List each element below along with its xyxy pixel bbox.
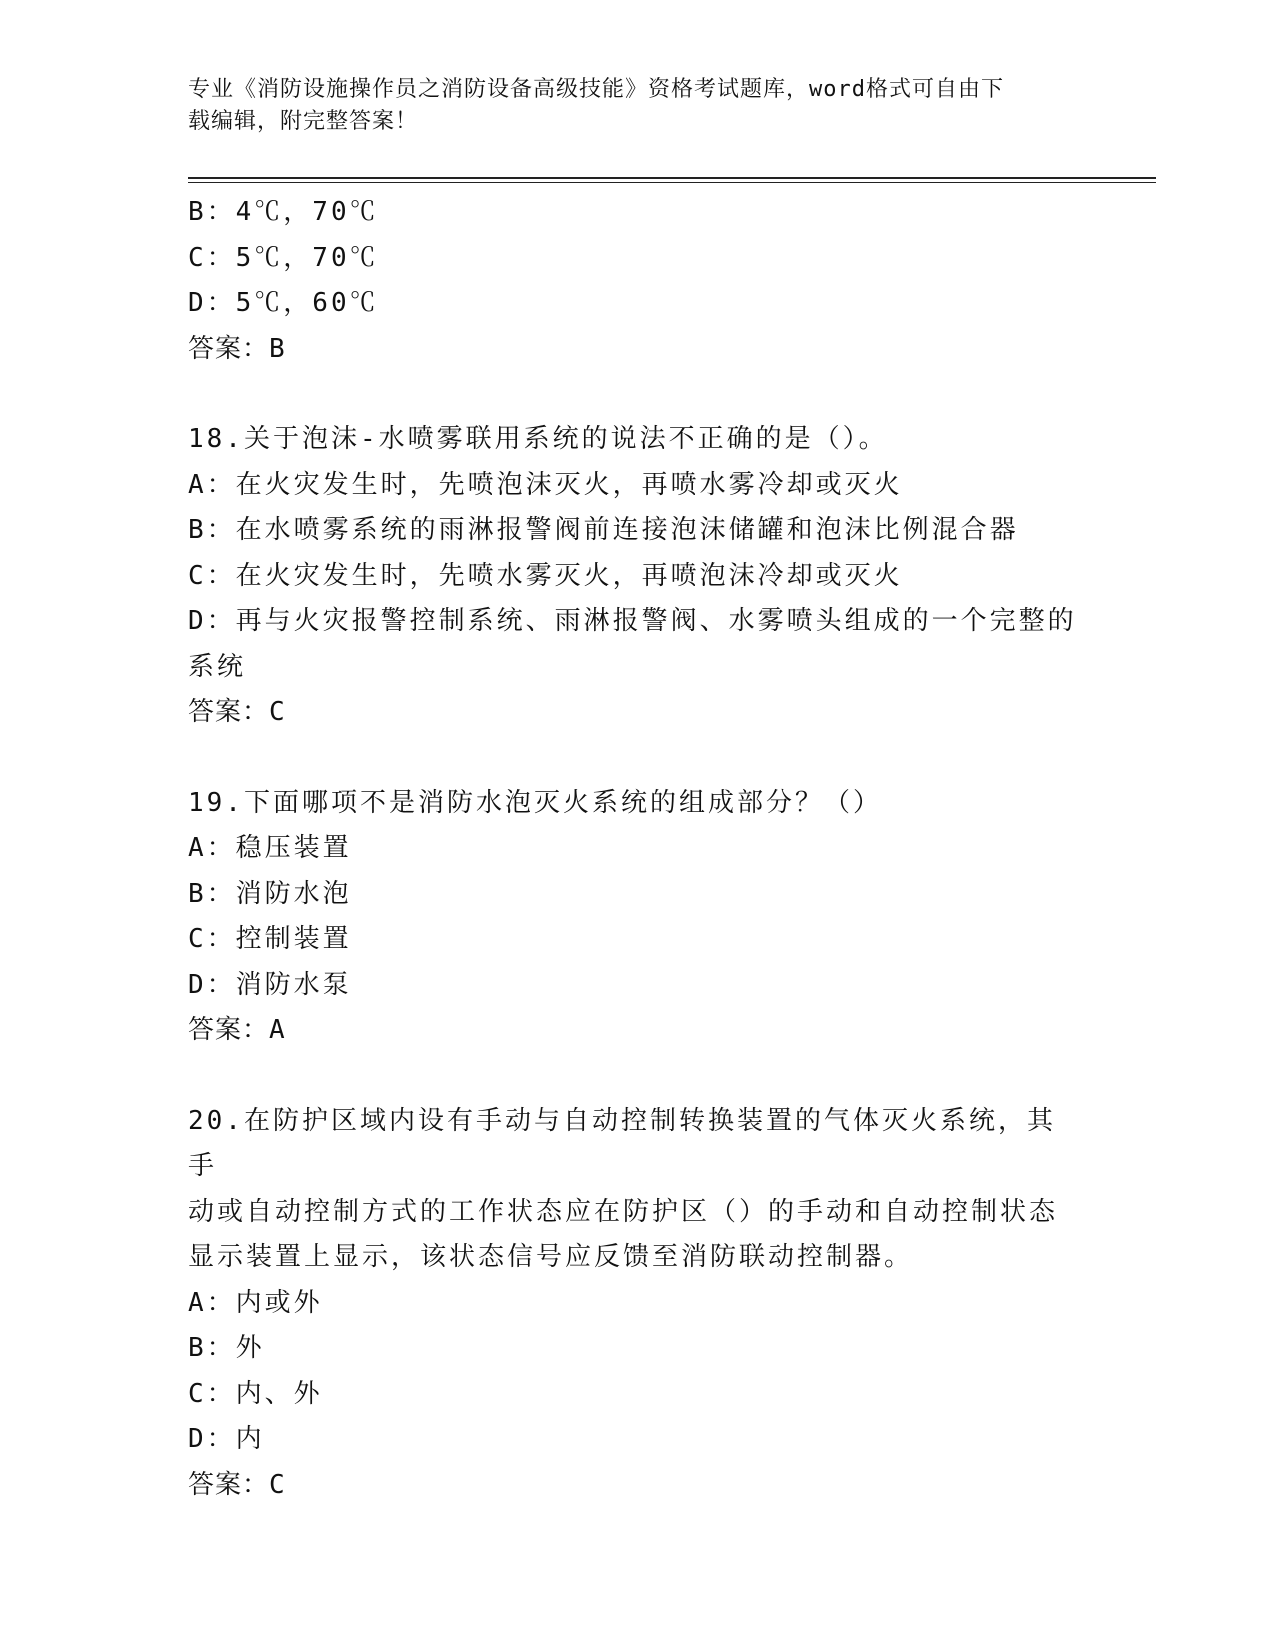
option-d: D：消防水泵 — [188, 969, 352, 1000]
question-block-17 — [188, 190, 1078, 372]
option-c: C：5℃，70℃ — [188, 242, 379, 273]
option-d-continued: 系统 — [188, 651, 247, 682]
option-a: A：稳压装置 — [188, 833, 352, 863]
option-c: C：控制装置 — [188, 924, 352, 954]
option-c: C：在火灾发生时，先喷水雾灭火，再喷泡沫冷却或灭火 — [188, 560, 903, 591]
question-list — [188, 190, 1078, 1508]
option-d: D：再与火灾报警控制系统、雨淋报警阀、水雾喷头组成的一个完整的 — [188, 606, 1077, 636]
header-divider-thick — [188, 177, 1156, 179]
header-line-1: 专业《消防设施操作员之消防设备高级技能》资格考试题库，word格式可自由下 — [188, 77, 1004, 102]
document-header — [188, 74, 1068, 138]
option-d: D：内 — [188, 1424, 265, 1454]
question-stem: 19.下面哪项不是消防水泡灭火系统的组成部分？（） — [188, 787, 882, 818]
question-stem-continued: 动或自动控制方式的工作状态应在防护区（）的手动和自动控制状态 — [188, 1196, 1059, 1227]
question-block-18 — [188, 417, 1078, 736]
question-block-19 — [188, 781, 1078, 1054]
header-divider-thin — [188, 182, 1156, 183]
question-stem-continued: 显示装置上显示，该状态信号应反馈至消防联动控制器。 — [188, 1242, 914, 1272]
answer-line: 答案：C — [188, 1469, 286, 1500]
question-stem: 20.在防护区域内设有手动与自动控制转换装置的气体灭火系统，其手 — [188, 1105, 1056, 1181]
question-block-20 — [188, 1099, 1078, 1509]
header-line-2: 载编辑，附完整答案！ — [188, 109, 419, 134]
option-c: C：内、外 — [188, 1378, 323, 1409]
option-a: A：内或外 — [188, 1287, 323, 1318]
answer-line: 答案：B — [188, 333, 286, 364]
answer-line: 答案：A — [188, 1015, 286, 1045]
option-d: D：5℃，60℃ — [188, 288, 379, 318]
option-a: A：在火灾发生时，先喷泡沫灭火，再喷水雾冷却或灭火 — [188, 469, 903, 500]
option-b: B：消防水泡 — [188, 878, 352, 909]
question-stem: 18.关于泡沫-水喷雾联用系统的说法不正确的是（）。 — [188, 424, 888, 454]
option-b: B：在水喷雾系统的雨淋报警阀前连接泡沫储罐和泡沫比例混合器 — [188, 515, 1019, 545]
answer-line: 答案：C — [188, 697, 286, 727]
option-b: B：外 — [188, 1333, 265, 1363]
option-b: B：4℃，70℃ — [188, 197, 379, 227]
